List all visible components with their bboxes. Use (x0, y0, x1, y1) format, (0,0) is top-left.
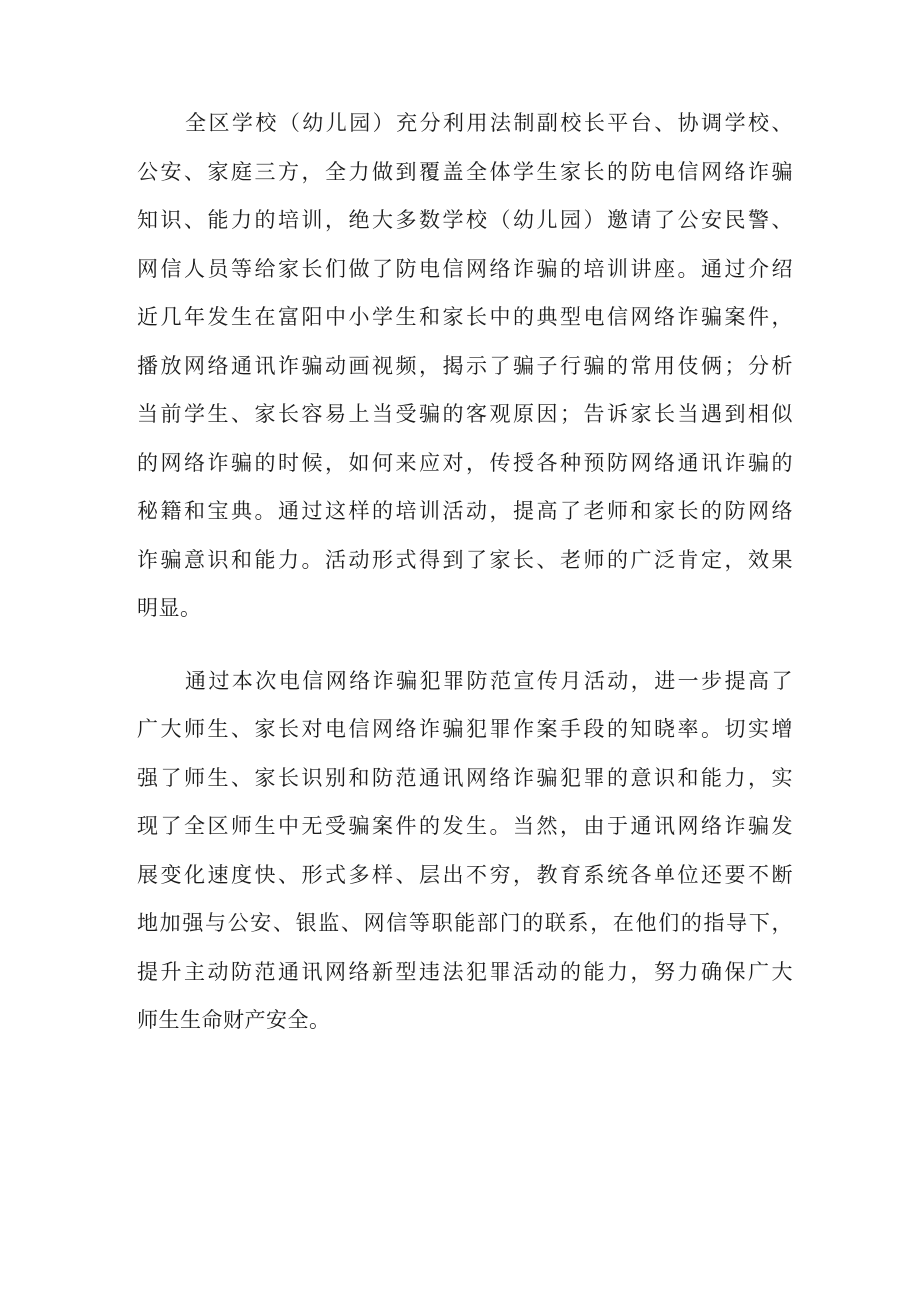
text-line: 当前学生、家长容易上当受骗的客观原因；告诉家长当遇到相似 (137, 402, 793, 426)
text-line: 诈骗意识和能力。活动形式得到了家长、老师的广泛肯定，效果 (137, 547, 793, 572)
paragraph-1 (137, 99, 793, 633)
text-line: 公安、家庭三方，全力做到覆盖全体学生家长的防电信网络诈骗 (137, 159, 793, 184)
text-line: 的网络诈骗的时候，如何来应对，传授各种预防网络通讯诈骗的 (137, 450, 793, 475)
text-line: 明显。 (137, 596, 202, 620)
text-line: 通过本次电信网络诈骗犯罪防范宣传月活动，进一步提高了 (185, 668, 793, 693)
text-line: 广大师生、家长对电信网络诈骗犯罪作案手段的知晓率。切实增 (137, 717, 793, 741)
document-body (137, 99, 793, 1045)
text-line: 播放网络通讯诈骗动画视频，揭示了骗子行骗的常用伎俩；分析 (137, 353, 793, 378)
text-line: 地加强与公安、银监、网信等职能部门的联系，在他们的指导下， (137, 911, 793, 935)
text-line: 全区学校（幼儿园）充分利用法制副校长平台、协调学校、 (185, 111, 793, 135)
text-line: 展变化速度快、形式多样、层出不穷，教育系统各单位还要不断 (137, 862, 793, 887)
text-line: 知识、能力的培训，绝大多数学校（幼儿园）邀请了公安民警、 (137, 208, 793, 232)
text-line: 现了全区师生中无受骗案件的发生。当然，由于通讯网络诈骗发 (137, 814, 793, 838)
text-line: 提升主动防范通讯网络新型违法犯罪活动的能力，努力确保广大 (137, 959, 793, 984)
paragraph-2 (137, 657, 793, 1045)
text-line: 网信人员等给家长们做了防电信网络诈骗的培训讲座。通过介绍 (137, 256, 793, 281)
text-line: 强了师生、家长识别和防范通讯网络诈骗犯罪的意识和能力，实 (137, 765, 793, 790)
text-line: 秘籍和宝典。通过这样的培训活动，提高了老师和家长的防网络 (137, 499, 793, 523)
text-line: 近几年发生在富阳中小学生和家长中的典型电信网络诈骗案件， (137, 305, 793, 329)
text-line: 师生生命财产安全。 (137, 1008, 331, 1032)
